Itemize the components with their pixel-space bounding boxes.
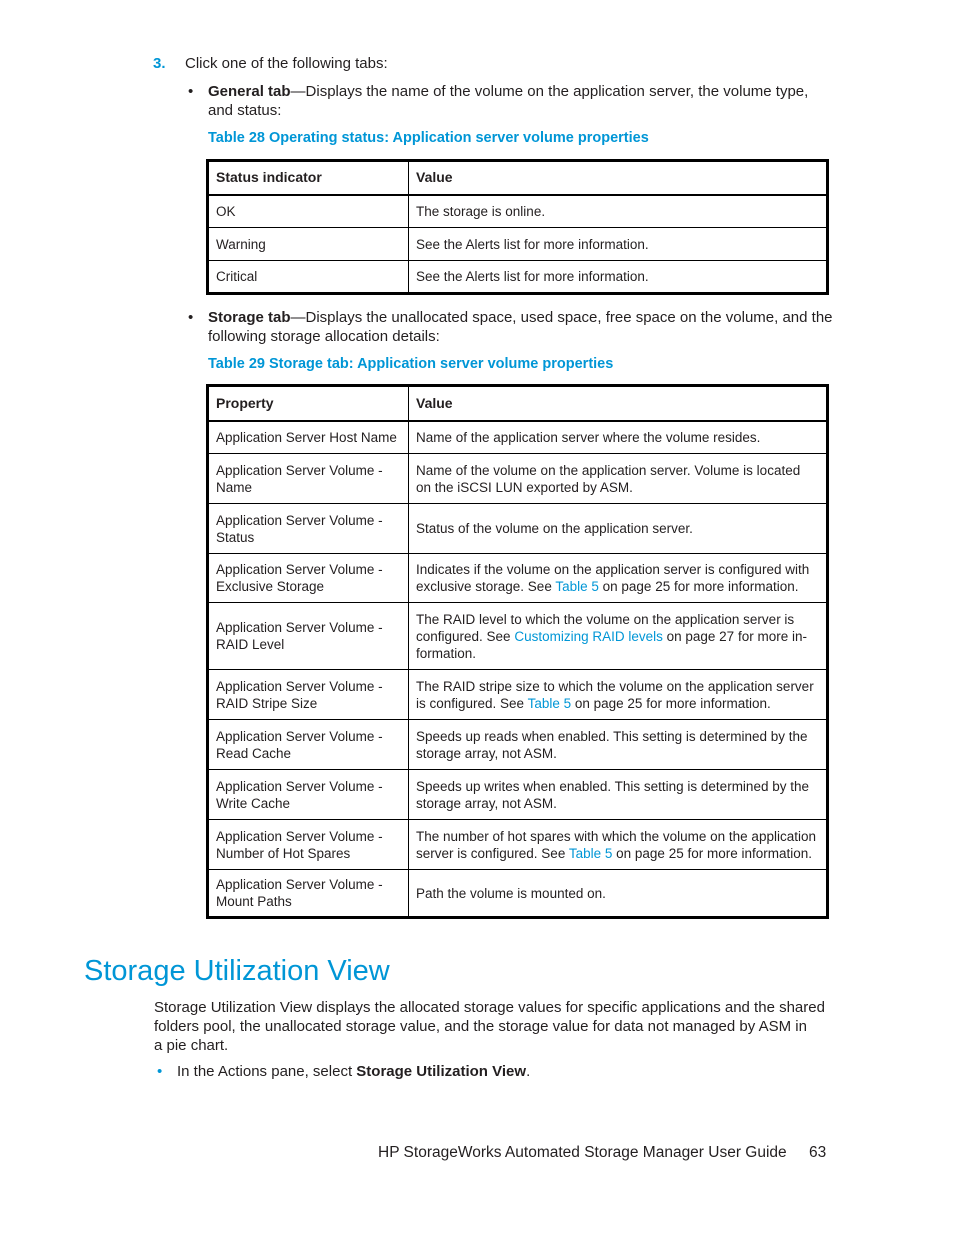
property-text: Application Server Volume - bbox=[216, 877, 383, 892]
table-header-row bbox=[208, 386, 828, 421]
value-text: The RAID level to which the volume on the application server is bbox=[416, 611, 795, 627]
property-cell bbox=[208, 603, 409, 670]
bullet-general: • bbox=[188, 83, 194, 100]
table29 bbox=[206, 384, 829, 919]
property-cell bbox=[208, 454, 409, 504]
table-5-link[interactable]: Table 5 bbox=[568, 845, 613, 861]
value-text: on page 25 for more information. bbox=[612, 845, 813, 861]
paragraph-line: Storage Utilization View displays the allocated storage values for specific applications and the shared bbox=[154, 999, 825, 1016]
general-tab-label: General tab bbox=[208, 83, 291, 100]
property-cell bbox=[208, 670, 409, 720]
table-row bbox=[208, 421, 828, 454]
value-cell bbox=[409, 554, 828, 603]
property-cell bbox=[208, 820, 409, 870]
value-text: Speeds up writes when enabled. This setting is determined by the bbox=[416, 778, 809, 794]
table-row bbox=[208, 670, 828, 720]
property-text: Name bbox=[216, 479, 253, 495]
value-text: Status of the volume on the application server. bbox=[416, 521, 693, 536]
value-text: on the iSCSI LUN exported by ASM. bbox=[416, 479, 633, 495]
table-header-cell: Value bbox=[409, 386, 828, 421]
property-cell bbox=[208, 870, 409, 918]
value-text: The number of hot spares with which the volume on the application bbox=[416, 828, 816, 844]
value-cell bbox=[409, 670, 828, 720]
property-cell bbox=[208, 554, 409, 603]
table-5-link[interactable]: Table 5 bbox=[555, 579, 599, 594]
value-cell bbox=[409, 504, 828, 554]
table-row bbox=[208, 820, 828, 870]
value-text: on page 27 for more in- bbox=[662, 628, 807, 644]
property-text: Status bbox=[216, 529, 255, 545]
instruction-suffix: . bbox=[526, 1063, 531, 1080]
instruction-prefix: In the Actions pane, select bbox=[177, 1063, 357, 1080]
instruction-text bbox=[177, 1062, 530, 1081]
table28-caption: Table 28 Operating status: Application server volume properties bbox=[208, 130, 649, 146]
storage-tab-desc-line1: —Displays the unallocated space, used space, free space on the volume, and the bbox=[290, 309, 833, 326]
table-row bbox=[208, 261, 828, 294]
value-cell: The storage is online. bbox=[409, 195, 828, 228]
storage-tab-desc-line2: following storage allocation details: bbox=[208, 328, 440, 345]
value-text: Indicates if the volume on the application server is configured with bbox=[416, 562, 810, 577]
customizing-raid-levels-link[interactable]: Customizing RAID levels bbox=[514, 628, 663, 644]
property-text: Number of Hot Spares bbox=[216, 845, 351, 861]
value-cell bbox=[409, 603, 828, 670]
step-number: 3. bbox=[153, 55, 166, 72]
table-row bbox=[208, 504, 828, 554]
status-cell: Warning bbox=[208, 228, 409, 261]
property-text: Application Server Volume - bbox=[216, 728, 383, 744]
value-cell: See the Alerts list for more information. bbox=[409, 228, 828, 261]
paragraph-line: a pie chart. bbox=[154, 1037, 229, 1054]
property-text: RAID Stripe Size bbox=[216, 695, 318, 711]
property-text: Application Server Host Name bbox=[216, 429, 397, 445]
value-cell bbox=[409, 870, 828, 918]
value-text: The RAID stripe size to which the volume on the application server bbox=[416, 678, 814, 694]
property-text: Application Server Volume - bbox=[216, 778, 383, 794]
table29-caption: Table 29 Storage tab: Application server volume properties bbox=[208, 356, 614, 372]
property-cell bbox=[208, 504, 409, 554]
value-text: exclusive storage. See bbox=[416, 579, 556, 594]
value-text: Path the volume is mounted on. bbox=[416, 885, 606, 901]
table-row bbox=[208, 195, 828, 228]
value-cell bbox=[409, 720, 828, 770]
table-5-link[interactable]: Table 5 bbox=[527, 695, 572, 711]
table-header-cell: Status indicator bbox=[208, 161, 409, 195]
value-text: storage array, not ASM. bbox=[416, 745, 557, 761]
value-text: is configured. See bbox=[416, 695, 528, 711]
table-header-cell: Value bbox=[409, 161, 828, 195]
table-header-row bbox=[208, 161, 828, 195]
value-text: configured. See bbox=[416, 628, 515, 644]
property-text: Application Server Volume - bbox=[216, 462, 383, 478]
value-cell bbox=[409, 454, 828, 504]
property-text: Application Server Volume - bbox=[216, 678, 383, 694]
value-text: server is configured. See bbox=[416, 845, 569, 861]
value-cell bbox=[409, 770, 828, 820]
table-row bbox=[208, 720, 828, 770]
footer-page-number: 63 bbox=[809, 1144, 827, 1161]
property-text: Mount Paths bbox=[216, 894, 292, 909]
table-row bbox=[208, 770, 828, 820]
general-tab-description bbox=[208, 82, 838, 120]
general-tab-desc-line1: —Displays the name of the volume on the application server, the volume type, bbox=[290, 83, 809, 100]
property-text: Read Cache bbox=[216, 745, 292, 761]
storage-tab-description bbox=[208, 308, 838, 346]
property-cell bbox=[208, 720, 409, 770]
table-row bbox=[208, 554, 828, 603]
value-text: storage array, not ASM. bbox=[416, 795, 557, 811]
table-row bbox=[208, 870, 828, 918]
property-text: Exclusive Storage bbox=[216, 579, 325, 594]
table-row bbox=[208, 228, 828, 261]
property-text: Application Server Volume - bbox=[216, 512, 383, 528]
property-cell bbox=[208, 421, 409, 454]
paragraph-line: folders pool, the unallocated storage value, and the storage value for data not managed by ASM in bbox=[154, 1018, 807, 1035]
value-cell bbox=[409, 820, 828, 870]
bullet-instruction: • bbox=[157, 1063, 163, 1080]
table-row bbox=[208, 454, 828, 504]
instruction-bold: Storage Utilization View bbox=[356, 1063, 527, 1080]
status-cell: Critical bbox=[208, 261, 409, 294]
bullet-storage: • bbox=[188, 309, 194, 326]
value-text: Speeds up reads when enabled. This setting is determined by the bbox=[416, 728, 808, 744]
property-text: Application Server Volume - bbox=[216, 620, 383, 635]
section-paragraph bbox=[154, 998, 844, 1055]
value-text: formation. bbox=[416, 645, 477, 661]
table-header-cell: Property bbox=[208, 386, 409, 421]
property-cell bbox=[208, 770, 409, 820]
property-text: Application Server Volume - bbox=[216, 562, 383, 577]
storage-tab-label: Storage tab bbox=[208, 309, 291, 326]
table-row bbox=[208, 603, 828, 670]
general-tab-desc-line2: and status: bbox=[208, 102, 282, 119]
property-text: Write Cache bbox=[216, 795, 291, 811]
value-text: on page 25 for more information. bbox=[598, 579, 799, 594]
value-cell bbox=[409, 421, 828, 454]
property-text: RAID Level bbox=[216, 637, 285, 652]
value-text: Name of the volume on the application server. Volume is located bbox=[416, 462, 801, 478]
value-text: Name of the application server where the volume resides. bbox=[416, 429, 761, 445]
section-title: Storage Utilization View bbox=[84, 955, 390, 987]
value-text: on page 25 for more information. bbox=[571, 695, 771, 711]
status-cell: OK bbox=[208, 195, 409, 228]
table28 bbox=[206, 159, 829, 295]
footer-guide-title: HP StorageWorks Automated Storage Manager User Guide bbox=[378, 1144, 787, 1161]
value-cell: See the Alerts list for more information. bbox=[409, 261, 828, 294]
step-text: Click one of the following tabs: bbox=[185, 55, 388, 72]
property-text: Application Server Volume - bbox=[216, 828, 383, 844]
